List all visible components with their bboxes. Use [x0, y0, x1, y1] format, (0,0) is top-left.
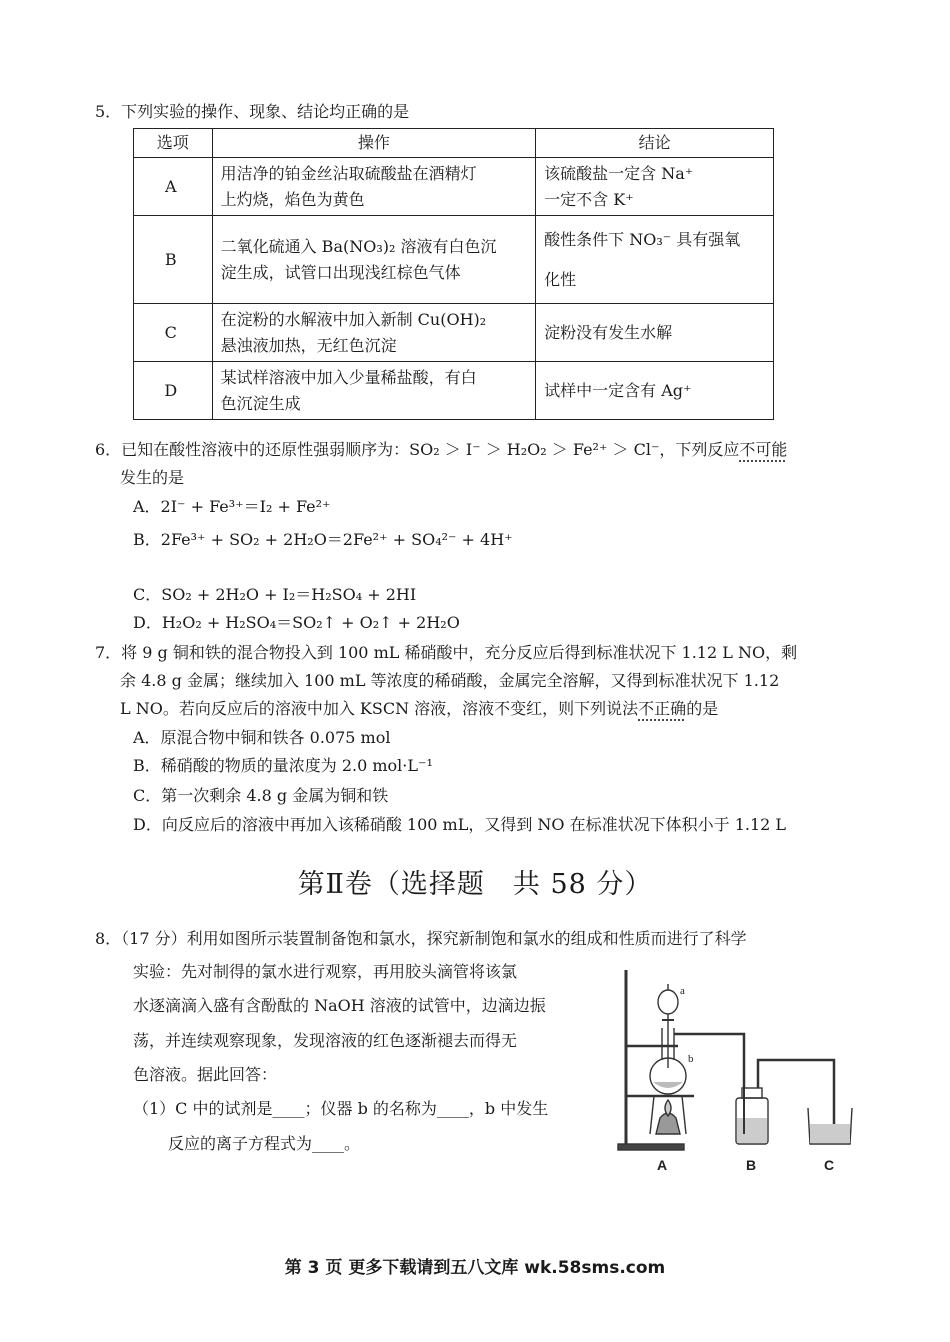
- label-b: b: [688, 1053, 694, 1065]
- q6-stem-cont: 发生的是: [120, 468, 185, 487]
- row-option: A: [134, 158, 213, 216]
- funnel-a: [658, 990, 678, 1014]
- row-conclusion: 酸性条件下 NO₃⁻ 具有强氧 化性: [536, 216, 774, 304]
- apparatus-figure: [598, 948, 860, 1180]
- row-conclusion: 试样中一定含有 Ag⁺: [536, 362, 774, 420]
- q6-option-c: C．SO₂ + 2H₂O + I₂＝H₂SO₄ + 2HI: [133, 585, 417, 604]
- q6-option-d: D．H₂O₂ + H₂SO₄＝SO₂↑ + O₂↑ + 2H₂O: [133, 613, 460, 632]
- header-option: 选项: [134, 129, 213, 158]
- header-operation: 操作: [212, 129, 536, 158]
- flame: [665, 1100, 671, 1116]
- q8-stem-line5: 色溶液。据此回答：: [133, 1065, 278, 1084]
- table-row: [134, 362, 774, 420]
- table-row: [134, 158, 774, 216]
- row-option: C: [134, 304, 213, 362]
- table-row: [134, 216, 774, 304]
- table-row: [134, 304, 774, 362]
- q8-sub-question-1: （1）C 中的试剂是____；仪器 b 的名称为____，b 中发生: [133, 1099, 549, 1118]
- q7-option-b: B．稀硝酸的物质的量浓度为 2.0 mol·L⁻¹: [133, 756, 433, 775]
- q7-stem-line2: 余 4.8 g 金属；继续加入 100 mL 等浓度的稀硝酸，金属完全溶解，又得到标准状况下 1.12: [120, 671, 780, 690]
- row-option: D: [134, 362, 213, 420]
- emphasis-text: 不正确: [638, 699, 687, 718]
- q7-option-d: D．向反应后的溶液中再加入该稀硝酸 100 mL，又得到 NO 在标准状况下体积小于 1.12 L: [133, 815, 787, 834]
- q6-option-b: B．2Fe³⁺ + SO₂ + 2H₂O＝2Fe²⁺ + SO₄²⁻ + 4H⁺: [133, 530, 513, 549]
- label-A: A: [657, 1157, 668, 1173]
- q5-table: [133, 128, 774, 420]
- row-operation: 某试样溶液中加入少量稀盐酸，有白 色沉淀生成: [212, 362, 536, 420]
- q7-stem-line1: 7．将 9 g 铜和铁的混合物投入到 100 mL 稀硝酸中，充分反应后得到标准状况下 1.12 L NO，剩: [95, 643, 798, 662]
- tripod-leg: [650, 1096, 654, 1134]
- row-conclusion: 淀粉没有发生水解: [536, 304, 774, 362]
- page-footer: 第 3 页 更多下载请到五八文库 wk.58sms.com: [284, 1258, 666, 1278]
- q8-stem-line3: 水逐滴滴入盛有含酚酞的 NaOH 溶液的试管中，边滴边振: [133, 996, 546, 1015]
- flask-liquid: [653, 1082, 683, 1088]
- row-operation: 二氧化硫通入 Ba(NO₃)₂ 溶液有白色沉 淀生成，试管口出现浅红棕色气体: [212, 216, 536, 304]
- bottle-b-liquid: [737, 1118, 767, 1143]
- row-operation: 用洁净的铂金丝沾取硫酸盐在酒精灯 上灼烧，焰色为黄色: [212, 158, 536, 216]
- table-header-row: [134, 129, 774, 158]
- emphasis-text: 不可能: [739, 440, 788, 459]
- stand-base: [618, 1144, 684, 1150]
- label-B: B: [746, 1157, 757, 1173]
- q8-stem-line1: 8．（17 分）利用如图所示装置制备饱和氯水，探究新制饱和氯水的组成和性质而进行了科学: [95, 929, 747, 948]
- q6-option-a: A．2I⁻ + Fe³⁺＝I₂ + Fe²⁺: [133, 497, 331, 516]
- q7-option-a: A．原混合物中铜和铁各 0.075 mol: [133, 728, 391, 747]
- row-conclusion: 该硫酸盐一定含 Na⁺ 一定不含 K⁺: [536, 158, 774, 216]
- beaker-c-liquid: [810, 1124, 850, 1143]
- q8-stem-line2: 实验：先对制得的氯水进行观察，再用胶头滴管将该氯: [133, 962, 518, 981]
- label-a: a: [680, 985, 685, 997]
- q5-stem: 5．下列实验的操作、现象、结论均正确的是: [95, 102, 410, 121]
- row-option: B: [134, 216, 213, 304]
- q7-stem-line3: L NO。若向反应后的溶液中加入 KSCN 溶液，溶液不变红，则下列说法不正确的是: [120, 699, 719, 718]
- tripod-leg: [682, 1096, 686, 1134]
- q8-sub-question-1-cont: 反应的离子方程式为____。: [168, 1134, 361, 1153]
- tube-b-to-c: [758, 1060, 834, 1134]
- header-conclusion: 结论: [536, 129, 774, 158]
- tube-a-to-b: [674, 1034, 744, 1088]
- q6-stem: 6．已知在酸性溶液中的还原性强弱顺序为：SO₂ ＞ I⁻ ＞ H₂O₂ ＞ Fe²⁺ ＞ Cl⁻，下列反应不可能: [95, 440, 788, 459]
- row-operation: 在淀粉的水解液中加入新制 Cu(OH)₂ 悬浊液加热，无红色沉淀: [212, 304, 536, 362]
- q8-stem-line4: 荡，并连续观察现象，发现溶液的红色逐渐褪去而得无: [133, 1031, 518, 1050]
- label-C: C: [824, 1157, 835, 1173]
- section-title: 第Ⅱ卷（选择题 共 58 分）: [297, 869, 653, 900]
- q7-option-c: C．第一次剩余 4.8 g 金属为铜和铁: [133, 786, 389, 805]
